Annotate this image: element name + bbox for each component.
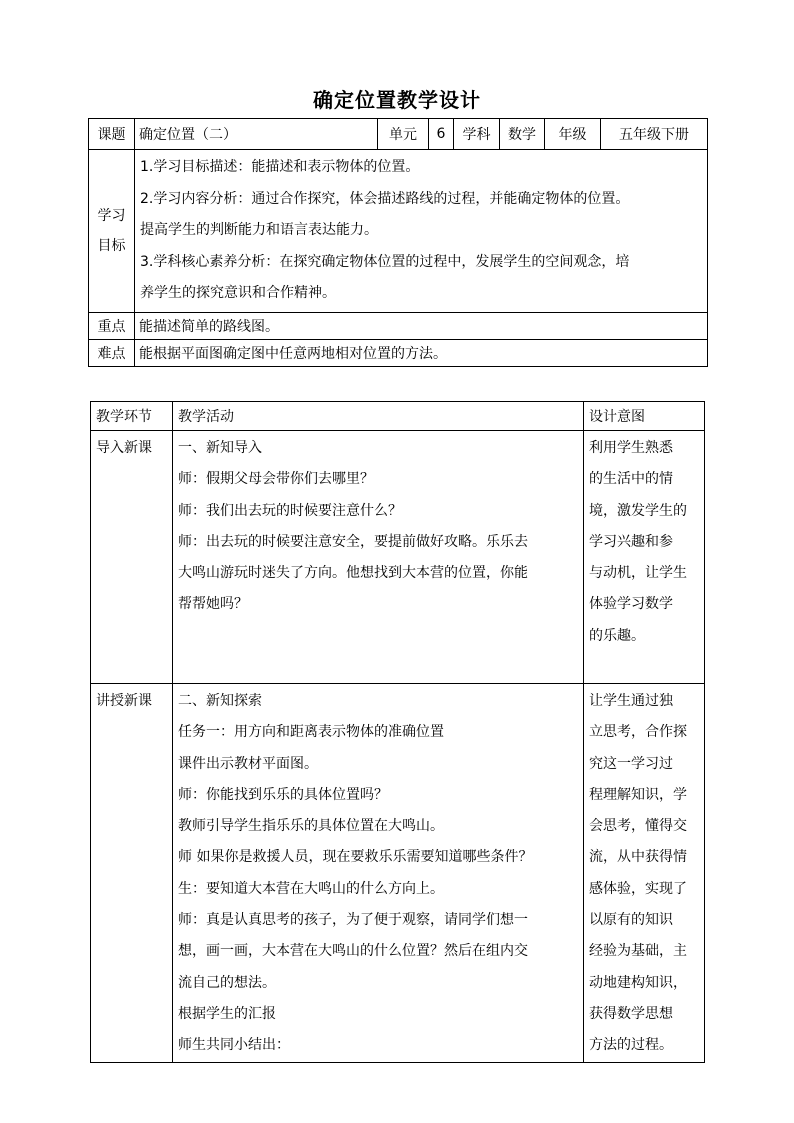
activity-content <box>173 684 584 1063</box>
activity-line: 二、新知探索 <box>178 693 262 709</box>
intent-content <box>584 431 705 684</box>
intent-line: 立思考，合作探 <box>589 724 687 741</box>
activity-line: 师：真是认真思考的孩子，为了便于观察，请同学们想一 <box>178 912 528 929</box>
document-title: 确定位置教学设计 <box>313 88 481 112</box>
goal-line: 养学生的探究意识和合作精神。 <box>140 285 336 301</box>
intent-line: 方法的过程。 <box>589 1037 673 1054</box>
intent-line: 与动机，让学生 <box>589 565 687 582</box>
teaching-process-table <box>90 401 705 1063</box>
activity-line: 师生共同小结出： <box>178 1037 290 1054</box>
intent-line: 经验为基础，主 <box>589 943 687 960</box>
intent-line: 的乐趣。 <box>589 627 645 644</box>
stage-label: 讲授新课 <box>91 684 173 1063</box>
activity-line: 流自己的想法。 <box>178 974 276 991</box>
subject-label: 学科 <box>454 119 500 150</box>
activity-line: 帮帮她吗？ <box>178 596 248 613</box>
intent-line: 让学生通过独 <box>589 693 673 709</box>
key-point-value: 能描述简单的路线图。 <box>135 312 708 339</box>
activity-line: 根据学生的汇报 <box>178 1005 276 1022</box>
activity-line: 一、新知导入 <box>178 440 262 456</box>
activity-line: 师：出去玩的时候要注意安全，要提前做好攻略。乐乐去 <box>178 533 528 550</box>
goals-content <box>135 150 708 313</box>
intent-line: 获得数学思想 <box>589 1005 673 1022</box>
activity-content <box>173 431 584 684</box>
difficulty-row <box>89 339 708 366</box>
intent-header: 设计意图 <box>584 402 705 431</box>
difficulty-label: 难点 <box>89 339 135 366</box>
process-row-intro <box>91 431 705 684</box>
activity-line: 任务一：用方向和距离表示物体的准确位置 <box>178 724 444 741</box>
activity-line: 想，画一画，大本营在大鸣山的什么位置？然后在组内交 <box>178 943 528 960</box>
goal-line: 1.学习目标描述：能描述和表示物体的位置。 <box>140 159 420 175</box>
process-header-row <box>91 402 705 431</box>
activity-line: 课件出示教材平面图。 <box>178 755 318 772</box>
goal-line: 3.学科核心素养分析：在探究确定物体位置的过程中，发展学生的空间观念，培 <box>140 253 630 270</box>
goal-line: 提高学生的判断能力和语言表达能力。 <box>140 222 378 238</box>
activity-line: 教师引导学生指乐乐的具体位置在大鸣山。 <box>178 818 444 835</box>
intent-line: 体验学习数学 <box>589 596 673 613</box>
topic-label: 课题 <box>89 119 135 150</box>
grade-label: 年级 <box>545 119 601 150</box>
course-info-row <box>89 119 708 150</box>
intent-line: 程理解知识，学 <box>589 786 687 803</box>
subject-value: 数学 <box>500 119 545 150</box>
activity-line: 大鸣山游玩时迷失了方向。他想找到大本营的位置，你能 <box>178 565 528 582</box>
intent-content <box>584 684 705 1063</box>
activity-line: 师：假期父母会带你们去哪里？ <box>178 471 374 488</box>
intent-line: 的生活中的情 <box>589 471 673 488</box>
activity-header: 教学活动 <box>173 402 584 431</box>
intent-line: 利用学生熟悉 <box>589 440 673 456</box>
goals-row <box>89 150 708 313</box>
intent-line: 以原有的知识 <box>589 912 673 929</box>
activity-line: 师 如果你是救援人员，现在要救乐乐需要知道哪些条件？ <box>178 849 533 866</box>
unit-label: 单元 <box>378 119 429 150</box>
key-point-label: 重点 <box>89 312 135 339</box>
stage-label: 导入新课 <box>91 431 173 684</box>
activity-line: 师：我们出去玩的时候要注意什么？ <box>178 502 402 519</box>
difficulty-value: 能根据平面图确定图中任意两地相对位置的方法。 <box>135 339 708 366</box>
goal-line: 2.学习内容分析：通过合作探究，体会描述路线的过程，并能确定物体的位置。 <box>140 190 630 207</box>
activity-line: 师：你能找到乐乐的具体位置吗？ <box>178 786 388 803</box>
stage-header: 教学环节 <box>91 402 173 431</box>
unit-value: 6 <box>429 119 454 150</box>
intent-line: 感体验，实现了 <box>589 880 687 897</box>
goals-label: 学习目标 <box>89 150 135 313</box>
process-row-new-content <box>91 684 705 1063</box>
activity-line: 生：要知道大本营在大鸣山的什么方向上。 <box>178 880 444 897</box>
topic-value: 确定位置（二） <box>135 119 378 150</box>
grade-value: 五年级下册 <box>601 119 708 150</box>
key-point-row <box>89 312 708 339</box>
intent-line: 会思考，懂得交 <box>589 818 687 835</box>
course-info-table <box>88 118 708 367</box>
intent-line: 学习兴趣和参 <box>589 533 673 550</box>
intent-line: 境，激发学生的 <box>589 502 687 519</box>
intent-line: 流，从中获得情 <box>589 849 687 866</box>
intent-line: 动地建构知识， <box>589 974 687 991</box>
intent-line: 究这一学习过 <box>589 755 673 772</box>
